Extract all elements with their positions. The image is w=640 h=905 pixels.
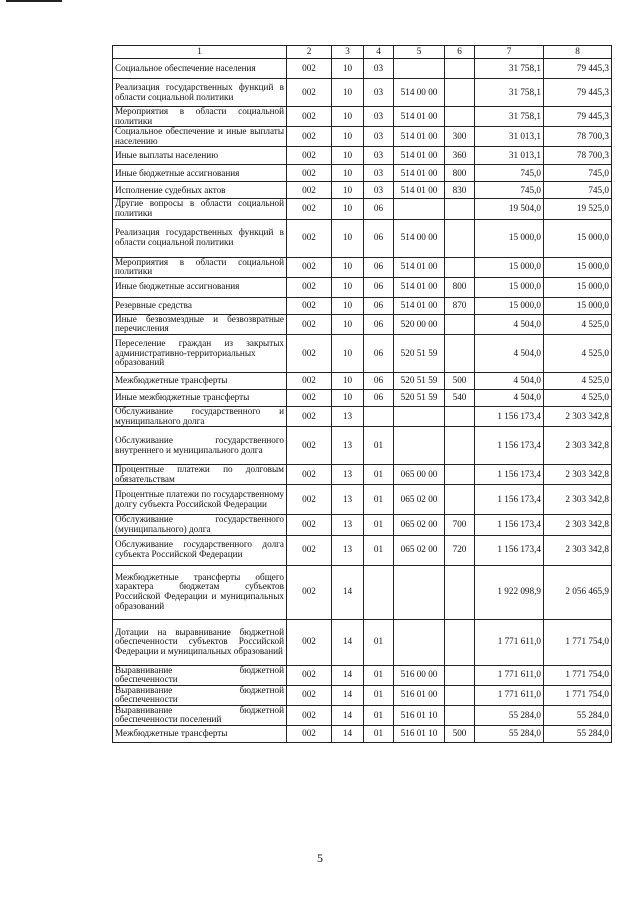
- cell-expense-type: 700: [445, 515, 475, 535]
- cell-amount-year-1: 1 156 173,4: [475, 427, 544, 465]
- table-row: [113, 685, 612, 705]
- cell-subsection: 06: [364, 219, 394, 257]
- cell-amount-year-1: 745,0: [475, 182, 544, 199]
- cell-target-article: 514 01 00: [394, 277, 445, 297]
- cell-section: 10: [332, 127, 364, 147]
- table-row: [113, 297, 612, 314]
- table-row: [113, 565, 612, 619]
- cell-expense-type: [445, 465, 475, 485]
- table-row: [113, 107, 612, 127]
- cell-amount-year-1: 1 156 173,4: [475, 485, 544, 515]
- cell-name: Мероприятия в области социальной политики: [113, 257, 287, 277]
- cell-expense-type: [445, 257, 475, 277]
- header-col-2: 2: [287, 46, 332, 59]
- cell-subsection: 01: [364, 515, 394, 535]
- cell-amount-year-2: 2 303 342,8: [544, 485, 612, 515]
- cell-section: 10: [332, 277, 364, 297]
- cell-amount-year-1: 4 504,0: [475, 372, 544, 389]
- cell-target-article: 520 51 59: [394, 389, 445, 406]
- cell-section: 14: [332, 565, 364, 619]
- cell-ministry: 002: [287, 314, 332, 334]
- cell-ministry: 002: [287, 685, 332, 705]
- table-row: [113, 257, 612, 277]
- cell-amount-year-1: 1 771 611,0: [475, 619, 544, 665]
- table-row: [113, 147, 612, 165]
- cell-ministry: 002: [287, 257, 332, 277]
- cell-subsection: 06: [364, 257, 394, 277]
- cell-name: Реализация государственных функций в области социальной политики: [113, 79, 287, 107]
- cell-amount-year-1: 4 504,0: [475, 334, 544, 372]
- cell-name: Переселение граждан из закрытых административно-территориальных образований: [113, 334, 287, 372]
- cell-target-article: 514 00 00: [394, 219, 445, 257]
- cell-amount-year-2: 78 700,3: [544, 127, 612, 147]
- cell-target-article: 065 00 00: [394, 465, 445, 485]
- cell-amount-year-2: 15 000,0: [544, 219, 612, 257]
- cell-ministry: 002: [287, 59, 332, 79]
- cell-name: Выравнивание бюджетной обеспеченности: [113, 685, 287, 705]
- cell-amount-year-1: 55 284,0: [475, 705, 544, 725]
- cell-name: Обслуживание государственного долга субъекта Российской Федерации: [113, 535, 287, 565]
- cell-expense-type: [445, 485, 475, 515]
- cell-amount-year-2: 1 771 754,0: [544, 619, 612, 665]
- cell-amount-year-2: 15 000,0: [544, 297, 612, 314]
- cell-section: 10: [332, 297, 364, 314]
- cell-subsection: 06: [364, 372, 394, 389]
- cell-amount-year-2: 745,0: [544, 165, 612, 182]
- cell-amount-year-2: 4 525,0: [544, 334, 612, 372]
- cell-subsection: 06: [364, 297, 394, 314]
- cell-section: 14: [332, 685, 364, 705]
- table-row: [113, 182, 612, 199]
- cell-section: 13: [332, 406, 364, 426]
- cell-expense-type: 720: [445, 535, 475, 565]
- cell-section: 13: [332, 485, 364, 515]
- cell-section: 10: [332, 59, 364, 79]
- cell-name: Обслуживание государственного (муниципального) долга: [113, 515, 287, 535]
- cell-target-article: 065 02 00: [394, 485, 445, 515]
- cell-target-article: 520 00 00: [394, 314, 445, 334]
- cell-subsection: 06: [364, 277, 394, 297]
- cell-expense-type: [445, 665, 475, 685]
- cell-name: Дотации на выравнивание бюджетной обеспеченности субъектов Российской Федерации и муниципальных образований: [113, 619, 287, 665]
- cell-name: Процентные платежи по долговым обязательствам: [113, 465, 287, 485]
- table-body: [113, 59, 612, 743]
- cell-section: 10: [332, 389, 364, 406]
- cell-target-article: 514 01 00: [394, 165, 445, 182]
- cell-amount-year-1: 31 758,1: [475, 107, 544, 127]
- header-col-4: 4: [364, 46, 394, 59]
- cell-name: Обслуживание государственного внутреннего и муниципального долга: [113, 427, 287, 465]
- cell-ministry: 002: [287, 406, 332, 426]
- table-header-row: [113, 46, 612, 59]
- cell-target-article: [394, 619, 445, 665]
- cell-target-article: [394, 427, 445, 465]
- cell-ministry: 002: [287, 147, 332, 165]
- cell-expense-type: 800: [445, 277, 475, 297]
- cell-subsection: 03: [364, 165, 394, 182]
- table-row: [113, 334, 612, 372]
- cell-amount-year-1: 1 771 611,0: [475, 685, 544, 705]
- table-row: [113, 619, 612, 665]
- cell-ministry: 002: [287, 182, 332, 199]
- cell-amount-year-2: 15 000,0: [544, 257, 612, 277]
- table-row: [113, 406, 612, 426]
- cell-amount-year-1: 1 156 173,4: [475, 515, 544, 535]
- cell-expense-type: 500: [445, 726, 475, 743]
- cell-section: 10: [332, 79, 364, 107]
- cell-amount-year-2: 4 525,0: [544, 372, 612, 389]
- cell-amount-year-1: 15 000,0: [475, 277, 544, 297]
- budget-table: [112, 45, 612, 743]
- cell-section: 10: [332, 147, 364, 165]
- table-row: [113, 165, 612, 182]
- cell-expense-type: [445, 59, 475, 79]
- cell-name: Другие вопросы в области социальной политики: [113, 199, 287, 219]
- cell-amount-year-1: 4 504,0: [475, 314, 544, 334]
- cell-amount-year-1: 15 000,0: [475, 297, 544, 314]
- cell-ministry: 002: [287, 297, 332, 314]
- cell-amount-year-2: 4 525,0: [544, 314, 612, 334]
- cell-amount-year-2: 2 303 342,8: [544, 535, 612, 565]
- cell-name: Иные бюджетные ассигнования: [113, 277, 287, 297]
- cell-amount-year-2: 2 303 342,8: [544, 465, 612, 485]
- table-row: [113, 427, 612, 465]
- cell-ministry: 002: [287, 107, 332, 127]
- cell-target-article: 065 02 00: [394, 535, 445, 565]
- cell-amount-year-1: 15 000,0: [475, 219, 544, 257]
- cell-section: 10: [332, 219, 364, 257]
- cell-ministry: 002: [287, 515, 332, 535]
- cell-ministry: 002: [287, 389, 332, 406]
- cell-amount-year-1: 1 156 173,4: [475, 406, 544, 426]
- cell-expense-type: [445, 219, 475, 257]
- header-col-6: 6: [445, 46, 475, 59]
- cell-name: Иные безвозмездные и безвозвратные перечисления: [113, 314, 287, 334]
- cell-target-article: [394, 565, 445, 619]
- cell-amount-year-1: 4 504,0: [475, 389, 544, 406]
- cell-target-article: 514 01 00: [394, 297, 445, 314]
- table-row: [113, 726, 612, 743]
- table-row: [113, 59, 612, 79]
- cell-subsection: 01: [364, 726, 394, 743]
- cell-amount-year-2: 15 000,0: [544, 277, 612, 297]
- cell-ministry: 002: [287, 127, 332, 147]
- cell-target-article: [394, 406, 445, 426]
- cell-target-article: 516 01 10: [394, 726, 445, 743]
- cell-ministry: 002: [287, 665, 332, 685]
- cell-expense-type: [445, 334, 475, 372]
- cell-ministry: 002: [287, 535, 332, 565]
- cell-expense-type: [445, 199, 475, 219]
- page-number: 5: [317, 851, 323, 865]
- cell-section: 10: [332, 182, 364, 199]
- cell-name: Реализация государственных функций в области социальной политики: [113, 219, 287, 257]
- cell-subsection: 06: [364, 314, 394, 334]
- cell-expense-type: [445, 705, 475, 725]
- table-row: [113, 277, 612, 297]
- cell-name: Обслуживание государственного и муниципального долга: [113, 406, 287, 426]
- cell-section: 10: [332, 165, 364, 182]
- cell-expense-type: [445, 565, 475, 619]
- cell-section: 14: [332, 619, 364, 665]
- cell-expense-type: 500: [445, 372, 475, 389]
- cell-target-article: 514 01 00: [394, 147, 445, 165]
- header-col-8: 8: [544, 46, 612, 59]
- cell-ministry: 002: [287, 334, 332, 372]
- table-row: [113, 372, 612, 389]
- cell-amount-year-2: 2 303 342,8: [544, 515, 612, 535]
- cell-name: Процентные платежи по государственному долгу субъекта Российской Федерации: [113, 485, 287, 515]
- cell-name: Исполнение судебных актов: [113, 182, 287, 199]
- cell-section: 13: [332, 427, 364, 465]
- cell-subsection: 03: [364, 182, 394, 199]
- cell-expense-type: [445, 427, 475, 465]
- cell-amount-year-2: 4 525,0: [544, 389, 612, 406]
- cell-expense-type: [445, 685, 475, 705]
- cell-target-article: 520 51 59: [394, 372, 445, 389]
- cell-subsection: [364, 565, 394, 619]
- cell-ministry: 002: [287, 726, 332, 743]
- cell-subsection: [364, 406, 394, 426]
- cell-name: Межбюджетные трансферты: [113, 726, 287, 743]
- cell-amount-year-2: 79 445,3: [544, 79, 612, 107]
- cell-ministry: 002: [287, 705, 332, 725]
- cell-subsection: 03: [364, 127, 394, 147]
- cell-subsection: 06: [364, 199, 394, 219]
- cell-subsection: 01: [364, 705, 394, 725]
- cell-ministry: 002: [287, 79, 332, 107]
- cell-target-article: 514 00 00: [394, 79, 445, 107]
- cell-name: Выравнивание бюджетной обеспеченности поселений: [113, 705, 287, 725]
- cell-target-article: 514 01 00: [394, 257, 445, 277]
- cell-subsection: 03: [364, 147, 394, 165]
- cell-target-article: 516 01 10: [394, 705, 445, 725]
- cell-expense-type: 300: [445, 127, 475, 147]
- cell-section: 10: [332, 199, 364, 219]
- cell-subsection: 03: [364, 107, 394, 127]
- cell-name: Межбюджетные трансферты: [113, 372, 287, 389]
- cell-subsection: 06: [364, 334, 394, 372]
- cell-expense-type: [445, 79, 475, 107]
- cell-name: Иные выплаты населению: [113, 147, 287, 165]
- cell-ministry: 002: [287, 465, 332, 485]
- cell-subsection: 01: [364, 665, 394, 685]
- cell-name: Мероприятия в области социальной политики: [113, 107, 287, 127]
- cell-amount-year-1: 1 771 611,0: [475, 665, 544, 685]
- cell-target-article: 516 00 00: [394, 665, 445, 685]
- table-row: [113, 535, 612, 565]
- cell-amount-year-2: 78 700,3: [544, 147, 612, 165]
- cell-target-article: 520 51 59: [394, 334, 445, 372]
- table-row: [113, 389, 612, 406]
- header-col-1: 1: [113, 46, 287, 59]
- cell-amount-year-1: 1 156 173,4: [475, 535, 544, 565]
- header-col-3: 3: [332, 46, 364, 59]
- cell-subsection: 01: [364, 427, 394, 465]
- cell-target-article: 516 01 00: [394, 685, 445, 705]
- cell-ministry: 002: [287, 619, 332, 665]
- cell-amount-year-1: 1 922 098,9: [475, 565, 544, 619]
- cell-amount-year-2: 79 445,3: [544, 107, 612, 127]
- cell-subsection: 01: [364, 685, 394, 705]
- header-col-7: 7: [475, 46, 544, 59]
- cell-expense-type: 870: [445, 297, 475, 314]
- cell-section: 10: [332, 372, 364, 389]
- cell-amount-year-2: 55 284,0: [544, 705, 612, 725]
- cell-ministry: 002: [287, 199, 332, 219]
- cell-subsection: 01: [364, 485, 394, 515]
- cell-subsection: 06: [364, 389, 394, 406]
- cell-ministry: 002: [287, 372, 332, 389]
- cell-name: Социальное обеспечение населения: [113, 59, 287, 79]
- cell-expense-type: 360: [445, 147, 475, 165]
- cell-section: 10: [332, 257, 364, 277]
- cell-name: Иные бюджетные ассигнования: [113, 165, 287, 182]
- cell-section: 14: [332, 705, 364, 725]
- cell-expense-type: [445, 619, 475, 665]
- cell-name: Резервные средства: [113, 297, 287, 314]
- cell-name: Межбюджетные трансферты общего характера бюджетам субъектов Российской Федерации и муниципальных образований: [113, 565, 287, 619]
- cell-amount-year-1: 31 758,1: [475, 59, 544, 79]
- cell-name: Социальное обеспечение и иные выплаты населению: [113, 127, 287, 147]
- table-row: [113, 665, 612, 685]
- cell-amount-year-2: 2 303 342,8: [544, 406, 612, 426]
- cell-expense-type: 800: [445, 165, 475, 182]
- cell-amount-year-2: 55 284,0: [544, 726, 612, 743]
- cell-amount-year-2: 2 056 465,9: [544, 565, 612, 619]
- table-row: [113, 79, 612, 107]
- table-row: [113, 314, 612, 334]
- cell-amount-year-1: 1 156 173,4: [475, 465, 544, 485]
- cell-target-article: [394, 199, 445, 219]
- cell-amount-year-1: 19 504,0: [475, 199, 544, 219]
- cell-amount-year-1: 31 013,1: [475, 147, 544, 165]
- cell-amount-year-1: 55 284,0: [475, 726, 544, 743]
- cell-target-article: 514 01 00: [394, 107, 445, 127]
- cell-ministry: 002: [287, 427, 332, 465]
- table-row: [113, 705, 612, 725]
- cell-expense-type: [445, 406, 475, 426]
- cell-section: 10: [332, 314, 364, 334]
- cell-section: 13: [332, 535, 364, 565]
- cell-subsection: 01: [364, 619, 394, 665]
- cell-name: Выравнивание бюджетной обеспеченности: [113, 665, 287, 685]
- cell-section: 13: [332, 515, 364, 535]
- cell-amount-year-2: 1 771 754,0: [544, 685, 612, 705]
- table-row: [113, 219, 612, 257]
- cell-ministry: 002: [287, 277, 332, 297]
- cell-amount-year-1: 745,0: [475, 165, 544, 182]
- cell-subsection: 03: [364, 59, 394, 79]
- table-row: [113, 127, 612, 147]
- cell-name: Иные межбюджетные трансферты: [113, 389, 287, 406]
- cell-section: 13: [332, 465, 364, 485]
- cell-amount-year-1: 15 000,0: [475, 257, 544, 277]
- cell-amount-year-1: 31 013,1: [475, 127, 544, 147]
- table-row: [113, 199, 612, 219]
- cell-section: 14: [332, 665, 364, 685]
- header-col-5: 5: [394, 46, 445, 59]
- cell-ministry: 002: [287, 219, 332, 257]
- cell-expense-type: [445, 314, 475, 334]
- cell-section: 10: [332, 107, 364, 127]
- cell-subsection: 03: [364, 79, 394, 107]
- cell-amount-year-2: 2 303 342,8: [544, 427, 612, 465]
- cell-amount-year-2: 19 525,0: [544, 199, 612, 219]
- cell-ministry: 002: [287, 165, 332, 182]
- cell-subsection: 01: [364, 535, 394, 565]
- cell-subsection: 01: [364, 465, 394, 485]
- cell-section: 10: [332, 334, 364, 372]
- cell-ministry: 002: [287, 565, 332, 619]
- cell-target-article: 065 02 00: [394, 515, 445, 535]
- table-row: [113, 515, 612, 535]
- table-row: [113, 465, 612, 485]
- cell-expense-type: 540: [445, 389, 475, 406]
- cell-ministry: 002: [287, 485, 332, 515]
- cell-amount-year-2: 1 771 754,0: [544, 665, 612, 685]
- cell-amount-year-2: 79 445,3: [544, 59, 612, 79]
- cell-section: 14: [332, 726, 364, 743]
- cell-amount-year-1: 31 758,1: [475, 79, 544, 107]
- top-rule: [6, 0, 62, 2]
- table-row: [113, 485, 612, 515]
- cell-target-article: [394, 59, 445, 79]
- cell-expense-type: 830: [445, 182, 475, 199]
- cell-amount-year-2: 745,0: [544, 182, 612, 199]
- cell-target-article: 514 01 00: [394, 182, 445, 199]
- cell-expense-type: [445, 107, 475, 127]
- cell-target-article: 514 01 00: [394, 127, 445, 147]
